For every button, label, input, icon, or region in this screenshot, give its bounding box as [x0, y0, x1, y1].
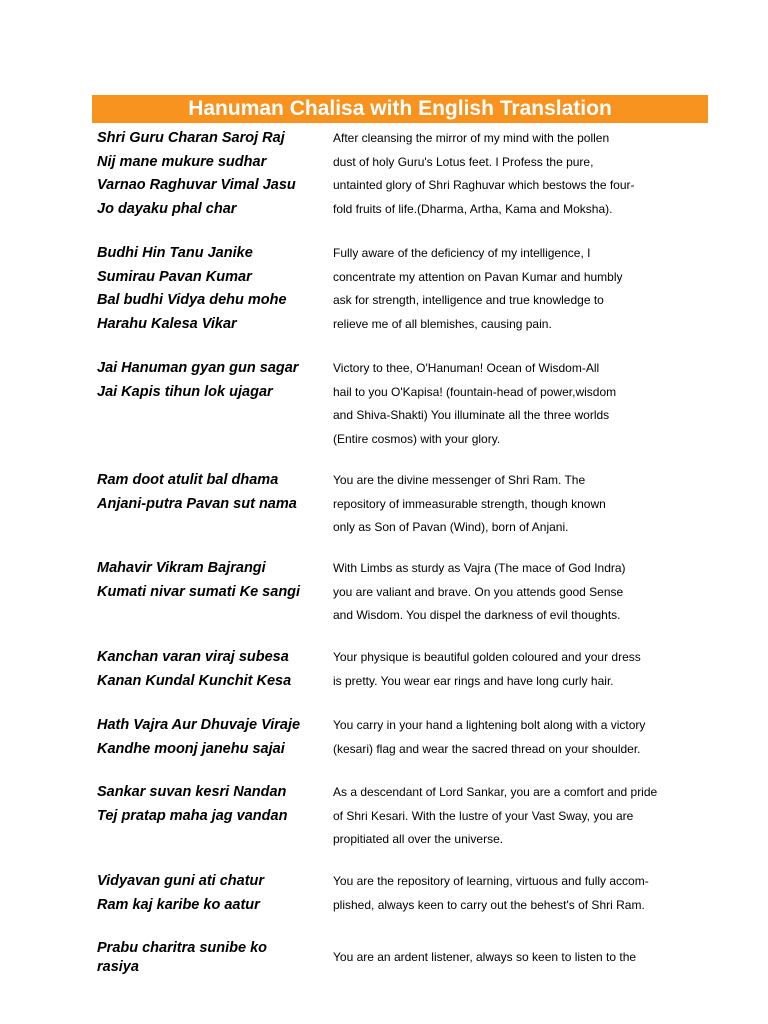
english-translation: [333, 557, 717, 628]
sanskrit-line: Kumati nivar sumati Ke sangi: [97, 583, 301, 600]
sanskrit-text: [97, 939, 327, 977]
english-translation: [333, 714, 717, 761]
translation-line: Victory to thee, O'Hanuman! Ocean of Wisdom-All: [333, 361, 600, 375]
translation-line: relieve me of all blemishes, causing pain.: [333, 316, 552, 331]
sanskrit-text: [97, 781, 327, 828]
english-translation: [333, 469, 717, 540]
translation-line: With Limbs as sturdy as Vajra (The mace of God Indra): [333, 561, 626, 575]
translation-line: dust of holy Guru's Lotus feet. I Profess the pure,: [333, 154, 594, 169]
sanskrit-line: Anjani-putra Pavan sut nama: [97, 495, 297, 512]
translation-line: you are valiant and brave. On you attends good Sense: [333, 584, 624, 599]
translation-line: only as Son of Pavan (Wind), born of Anjani.: [333, 520, 569, 534]
translation-line: After cleansing the mirror of my mind with the pollen: [333, 131, 610, 145]
translation-line: You carry in your hand a lightening bolt along with a victory: [333, 718, 646, 732]
sanskrit-line: Kanan Kundal Kunchit Kesa: [97, 672, 292, 689]
sanskrit-line: Prabu charitra sunibe ko: [97, 940, 268, 956]
sanskrit-line: Vidyavan guni ati chatur: [97, 873, 265, 889]
english-translation: [333, 870, 717, 917]
translation-line: of Shri Kesari. With the lustre of your Vast Sway, you are: [333, 808, 634, 823]
translation-line: repository of immeasurable strength, though known: [333, 496, 606, 511]
title-banner: [92, 95, 708, 123]
translation-line: You are the divine messenger of Shri Ram. The: [333, 473, 586, 487]
sanskrit-line: Jo dayaku phal char: [97, 200, 237, 217]
translation-line: Fully aware of the deficiency of my intelligence, I: [333, 246, 591, 260]
sanskrit-line: rasiya: [97, 959, 139, 975]
sanskrit-line: Tej pratap maha jag vandan: [97, 807, 288, 824]
english-translation: [333, 127, 717, 221]
sanskrit-line: Kanchan varan viraj subesa: [97, 649, 289, 665]
english-translation: [333, 357, 717, 451]
sanskrit-line: Jai Hanuman gyan gun sagar: [97, 360, 299, 376]
sanskrit-text: [97, 714, 327, 761]
sanskrit-line: Kandhe moonj janehu sajai: [97, 740, 285, 757]
page-title: Hanuman Chalisa with English Translation: [188, 97, 612, 120]
translation-line: You are the repository of learning, virtuous and fully accom-: [333, 874, 649, 888]
english-translation: [333, 242, 717, 336]
translation-line: (Entire cosmos) with your glory.: [333, 431, 501, 446]
sanskrit-line: Jai Kapis tihun lok ujagar: [97, 383, 273, 400]
translation-line: hail to you O'Kapisa! (fountain-head of power,wisdom: [333, 384, 617, 399]
translation-line: (kesari) flag and wear the sacred thread on your shoulder.: [333, 741, 641, 756]
translation-line: concentrate my attention on Pavan Kumar and humbly: [333, 269, 623, 284]
sanskrit-line: Varnao Raghuvar Vimal Jasu: [97, 177, 296, 193]
translation-line: fold fruits of life.(Dharma, Artha, Kama and Moksha).: [333, 201, 613, 216]
translation-line: untainted glory of Shri Raghuvar which bestows the four-: [333, 178, 635, 192]
sanskrit-text: [97, 127, 327, 221]
translation-line: plished, always keen to carry out the behest's of Shri Ram.: [333, 897, 645, 912]
sanskrit-text: [97, 646, 327, 693]
english-translation: [333, 946, 717, 970]
translation-line: and Wisdom. You dispel the darkness of evil thoughts.: [333, 608, 621, 622]
translation-line: You are an ardent listener, always so keen to listen to the: [333, 950, 637, 964]
translation-line: propitiated all over the universe.: [333, 832, 504, 846]
sanskrit-line: Hath Vajra Aur Dhuvaje Viraje: [97, 717, 301, 733]
translation-line: is pretty. You wear ear rings and have long curly hair.: [333, 673, 614, 688]
sanskrit-line: Mahavir Vikram Bajrangi: [97, 560, 266, 576]
sanskrit-line: Nij mane mukure sudhar: [97, 153, 267, 170]
sanskrit-text: [97, 357, 327, 404]
sanskrit-text: [97, 870, 327, 917]
sanskrit-line: Harahu Kalesa Vikar: [97, 315, 237, 332]
sanskrit-text: [97, 469, 327, 516]
sanskrit-line: Sumirau Pavan Kumar: [97, 268, 252, 285]
english-translation: [333, 781, 717, 852]
english-translation: [333, 646, 717, 693]
sanskrit-line: Ram kaj karibe ko aatur: [97, 896, 260, 913]
translation-line: As a descendant of Lord Sankar, you are a comfort and pride: [333, 785, 658, 799]
sanskrit-line: Ram doot atulit bal dhama: [97, 472, 279, 488]
sanskrit-line: Sankar suvan kesri Nandan: [97, 784, 287, 800]
translation-line: Your physique is beautiful golden coloured and your dress: [333, 650, 641, 664]
sanskrit-line: Budhi Hin Tanu Janike: [97, 245, 253, 261]
sanskrit-line: Shri Guru Charan Saroj Raj: [97, 130, 285, 146]
translation-line: and Shiva-Shakti) You illuminate all the three worlds: [333, 408, 610, 422]
sanskrit-text: [97, 557, 327, 604]
sanskrit-text: [97, 242, 327, 336]
translation-line: ask for strength, intelligence and true knowledge to: [333, 293, 604, 307]
sanskrit-line: Bal budhi Vidya dehu mohe: [97, 292, 287, 308]
